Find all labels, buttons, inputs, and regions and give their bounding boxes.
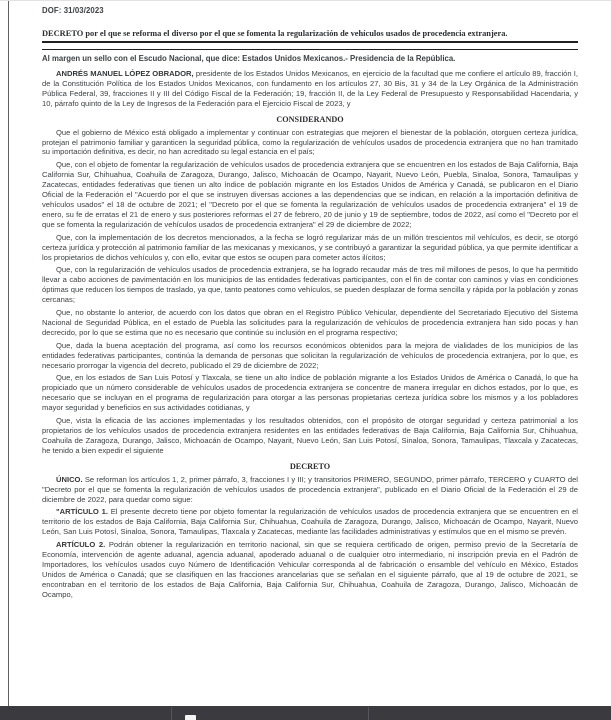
taskbar-divider — [171, 707, 172, 720]
dof-date-label: DOF: 31/03/2023 — [42, 6, 104, 15]
taskbar-divider — [368, 707, 369, 720]
paragraph-text: presidente de los Estados Unidos Mexicanos, en ejercicio de la facultad que me confiere el artículo 89, fracción I, de la Constitución Política de los Estados Unidos Mexicanos, con fundamento en los artículos 27, 30 Bis, 31 y 34 de la Ley Orgánica de la Administración Pública Federal, 39, fracciones II y III del Código Fiscal de la Federación; 19, fracción II, de la Ley Federal de Presupuesto y Responsabilidad Hacendaria, y 10, párrafo quinto de la Ley de Ingresos de la Federación para el Ejercicio Fiscal de 2023, y — [42, 69, 578, 108]
paragraph — [42, 233, 578, 263]
page-left-border — [8, 1, 9, 707]
paragraph-text: Que, no obstante lo anterior, de acuerdo con los datos que obran en el Registro Público Vehicular, dependiente del Secretariado Ejecutivo del Sistema Nacional de Seguridad Pública, en el estado de Puebla las solicitudes para la regularización de vehículos de procedencia extranjera han sido pocas y han decrecido, por lo que se estima que no es necesario que continúe su inclusión en el programa respectivo; — [42, 308, 578, 337]
margin-seal-note: Al margen un sello con el Escudo Nacional, que dice: Estados Unidos Mexicanos.- Presidencia de la República. — [42, 54, 456, 63]
paragraph — [42, 308, 578, 338]
paragraph-text: Que, con la implementación de los decretos mencionados, a la fecha se logró regularizar más de un millón trescientos mil vehículos, es decir, se otorgó certeza jurídica y protección al patrimonio familiar de las mexicanas y mexicanos, y se contribuyó a garantizar la seguridad pública, ya que permite identificar a los propietarios de dichos vehículos y, con ello, evitar que estos se ocupen para cometer actos ilícitos; — [42, 232, 578, 262]
paragraph-text: Que, dada la buena aceptación del programa, así como los recursos económicos obtenidos para la mejora de vialidades de los municipios de las entidades federativas participantes, continúa la demanda de personas que solicitan la regularización de vehículos de procedencia extranjera, por lo que, es necesario prorrogar la vigencia del decreto, publicado el 29 de diciembre de 2022; — [42, 340, 578, 370]
paragraph — [42, 69, 578, 109]
paragraph-text: Podrán obtener la regularización en territorio nacional, sin que se requiera certificado de origen, permiso previo de la Secretaría de Economía, intervención de agente aduanal, agencia aduanal, apoderado aduanal o de cualquier otro intermediario, ni inscripción previa en el Padrón de Importadores, los vehículos usados cuyo Número de Identificación Vehicular corresponda al de fabricación o ensamble del vehículo en México, Estados Unidos de América o Canadá; que se clasifiquen en las fracciones arancelarias que se señalan en el siguiente párrafo, que al 19 de octubre de 2021, se encontraban en el territorio de los estados de Baja California, Baja California Sur, Chihuahua, Coahuila de Zaragoza, Durango, Jalisco, Michoacán de Ocampo, — [42, 540, 578, 599]
title-separator-rule — [42, 49, 578, 50]
paragraph — [42, 265, 578, 305]
paragraph-text: Que, vista la eficacia de las acciones implementadas y los resultados obtenidos, con el propósito de otorgar seguridad y certeza patrimonial a los propietarios de los vehículos usados de procedencia extranjera residentes en las entidades federativas de Baja California, Baja California Sur, Chihuahua, Coahuila de Zaragoza, Durango, Jalisco, Michoacán de Ocampo, Nayarit, Nuevo León, San Luis Potosí, Sinaloa, Sonora, Tamaulipas, Tlaxcala y Zacatecas, he tenido a bien expedir el siguiente — [42, 416, 578, 455]
document-body — [42, 69, 578, 600]
paragraph — [42, 128, 578, 158]
paragraph — [42, 341, 578, 371]
paragraph — [42, 416, 578, 456]
paragraph — [42, 373, 578, 413]
taskbar — [0, 706, 611, 720]
paragraph — [42, 507, 578, 537]
section-heading: CONSIDERANDO — [276, 114, 344, 124]
paragraph-text: Que, con el objeto de fomentar la regularización de vehículos usados de procedencia extranjera que se encuentren en los estados de Baja California, Baja California Sur, Chihuahua, Coahuila de Zaragoza, Durango, Jalisco, Michoacán de Ocampo, Nayarit, Nuevo León, Puebla, Sinaloa, Sonora, Tamaulipas y Zacatecas, entidades federativas que tienen un alto índice de población migrante en los Estados Unidos de América y Canadá, se publicaron en el Diario Oficial de la Federación el "Acuerdo por el que se instruyen diversas acciones a las dependencias que se indican, en relación a la importación definitiva de vehículos usados" el 18 de octubre de 2021; el "Decreto por el que se fomenta la regularización de vehículos usados de procedencia extranjera" el 19 de enero, su fe de erratas el 21 de enero y sus posteriores reformas el 27 de febrero, 20 de junio y 19 de septiembre, todos de 2022, así como el "Decreto por el que se fomenta la regularización de vehículos usados de procedencia extranjera" el 29 de diciembre de 2022; — [42, 160, 578, 229]
paragraph-text: Se reforman los artículos 1, 2, primer párrafo, 3, fracciones I y III; y transitorios PRIMERO, SEGUNDO, primer párrafo, TERCERO y CUARTO del "Decreto por el que se fomenta la regularización de vehículos usados de procedencia extranjera", publicado en el Diario Oficial de la Federación el 29 de diciembre de 2022, para quedar como sigue: — [42, 474, 578, 504]
paragraph-lead: ÚNICO. — [56, 474, 83, 484]
taskbar-app-icon[interactable] — [185, 715, 196, 720]
paragraph-text: Que el gobierno de México está obligado a implementar y continuar con estrategias que mejoren el bienestar de la población, otorguen certeza jurídica, protejan el patrimonio familiar y garanticen la seguridad pública, como la regularización de vehículos usados de procedencia extranjera que no han tramitado su importación definitiva, es decir, no han acreditado su legal estancia en el país; — [42, 127, 578, 157]
paragraph-text: Que, en los estados de San Luis Potosí y Tlaxcala, se tiene un alto índice de población migrante a los Estados Unidos de América o Canadá, lo que ha propiciado que un número considerable de vehículos usados de procedencia extranjera se concentre de manera irregular en dichos estados, por lo que, es necesario que se incluyan en el programa de regularización para otorgar a las personas propietarias certeza jurídica sobre los mismos y a los pobladores mayor seguridad y beneficios en sus actividades cotidianas, y — [42, 373, 578, 413]
section-heading: DECRETO — [289, 461, 331, 471]
paragraph — [42, 540, 578, 599]
paragraph-lead: ANDRÉS MANUEL LÓPEZ OBRADOR, — [56, 69, 194, 78]
paragraph — [42, 160, 578, 229]
paragraph-text: Que, con la regularización de vehículos usados de procedencia extranjera, se ha logrado recaudar más de tres mil millones de pesos, lo que ha permitido llevar a cabo acciones de pavimentación en los municipios de las entidades federativas participantes, con el fin de contar con caminos y vías en condiciones óptimas que reducen los tiempos de traslado, ya que, tanto peatones como vehículos, se pueden desplazar de forma sencilla y rápida por la población y zonas cercanas; — [42, 265, 578, 305]
paragraph-lead: "ARTÍCULO 1. — [56, 507, 108, 517]
paragraph-text: El presente decreto tiene por objeto fomentar la regularización de vehículos usados de procedencia extranjera que se encuentren en el territorio de los estados de Baja California, Baja California Sur, Chihuahua, Coahuila de Zaragoza, Durango, Jalisco, Michoacán de Ocampo, Nayarit, Nuevo León, San Luis Potosí, Sinaloa, Sonora, Tamaulipas, Tlaxcala y Zacatecas, mediante las facilidades administrativas y estímulos que en el mismo se prevén. — [42, 507, 578, 537]
document-content — [42, 1, 578, 600]
paragraph — [42, 475, 578, 505]
decree-title: DECRETO por el que se reforma el diverso por el que se fomenta la regularización de vehículos usados de procedencia extranjera. — [42, 29, 578, 43]
paragraph-lead: ARTÍCULO 2. — [56, 540, 106, 550]
